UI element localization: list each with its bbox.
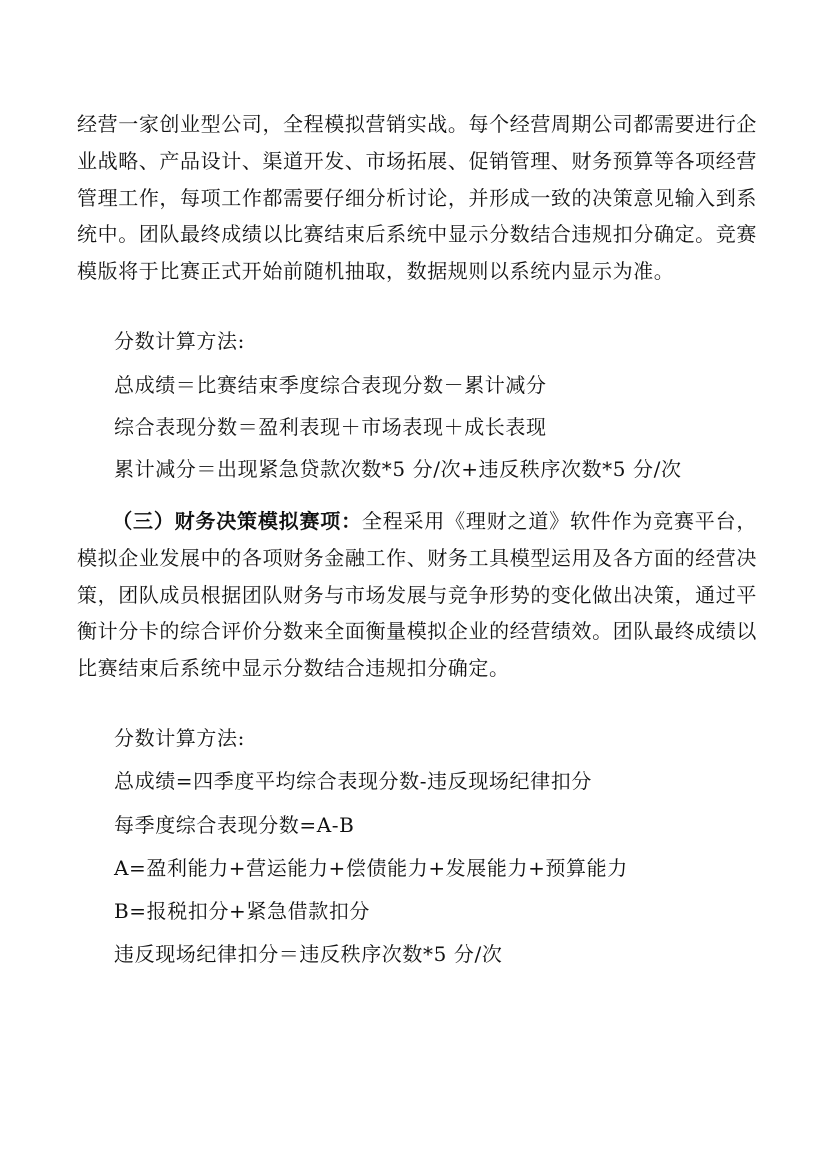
finance-formula-b: B=报税扣分+紧急借款扣分 xyxy=(114,899,371,923)
sales-formula-total: 总成绩＝比赛结束季度综合表现分数－累计减分 xyxy=(114,373,547,397)
finance-section xyxy=(77,503,757,687)
sales-paragraph: 经营一家创业型公司，全程模拟营销实战。每个经营周期公司都需要进行企业战略、产品设计、渠道开发、市场拓展、促销管理、财务预算等各项经营管理工作，每项工作都需要仔细分析讨论，并形成一致的决策意见输入到系统中。团队最终成绩以比赛结束后系统中显示分数结合违规扣分确定。竞赛模版将于比赛正式开始前随机抽取，数据规则以系统内显示为准。 xyxy=(77,112,757,284)
finance-score-heading: 分数计算方法: xyxy=(114,726,245,750)
finance-paragraph: 全程采用《理财之道》软件作为竞赛平台，模拟企业发展中的各项财务金融工作、财务工具模型运用及各方面的经营决策，团队成员根据团队财务与市场发展与竞争形势的变化做出决策，通过平衡计分卡的综合评价分数来全面衡量模拟企业的经营绩效。团队最终成绩以比赛结束后系统中显示分数结合违规扣分确定。 xyxy=(77,509,758,681)
sales-formula-composite: 综合表现分数＝盈利表现＋市场表现＋成长表现 xyxy=(114,415,547,439)
finance-section-title: （三）财务决策模拟赛项： xyxy=(112,509,362,533)
finance-formula-quarterly: 每季度综合表现分数=A-B xyxy=(114,813,355,837)
finance-formula-a: A=盈利能力+营运能力+偿债能力+发展能力+预算能力 xyxy=(114,856,628,880)
sales-score-heading: 分数计算方法: xyxy=(114,329,245,353)
sales-formula-deduction: 累计减分＝出现紧急贷款次数*5 分/次+违反秩序次数*5 分/次 xyxy=(114,457,682,481)
finance-formula-discipline: 违反现场纪律扣分＝违反秩序次数*5 分/次 xyxy=(114,942,503,966)
finance-formula-total: 总成绩=四季度平均综合表现分数-违反现场纪律扣分 xyxy=(114,769,592,793)
